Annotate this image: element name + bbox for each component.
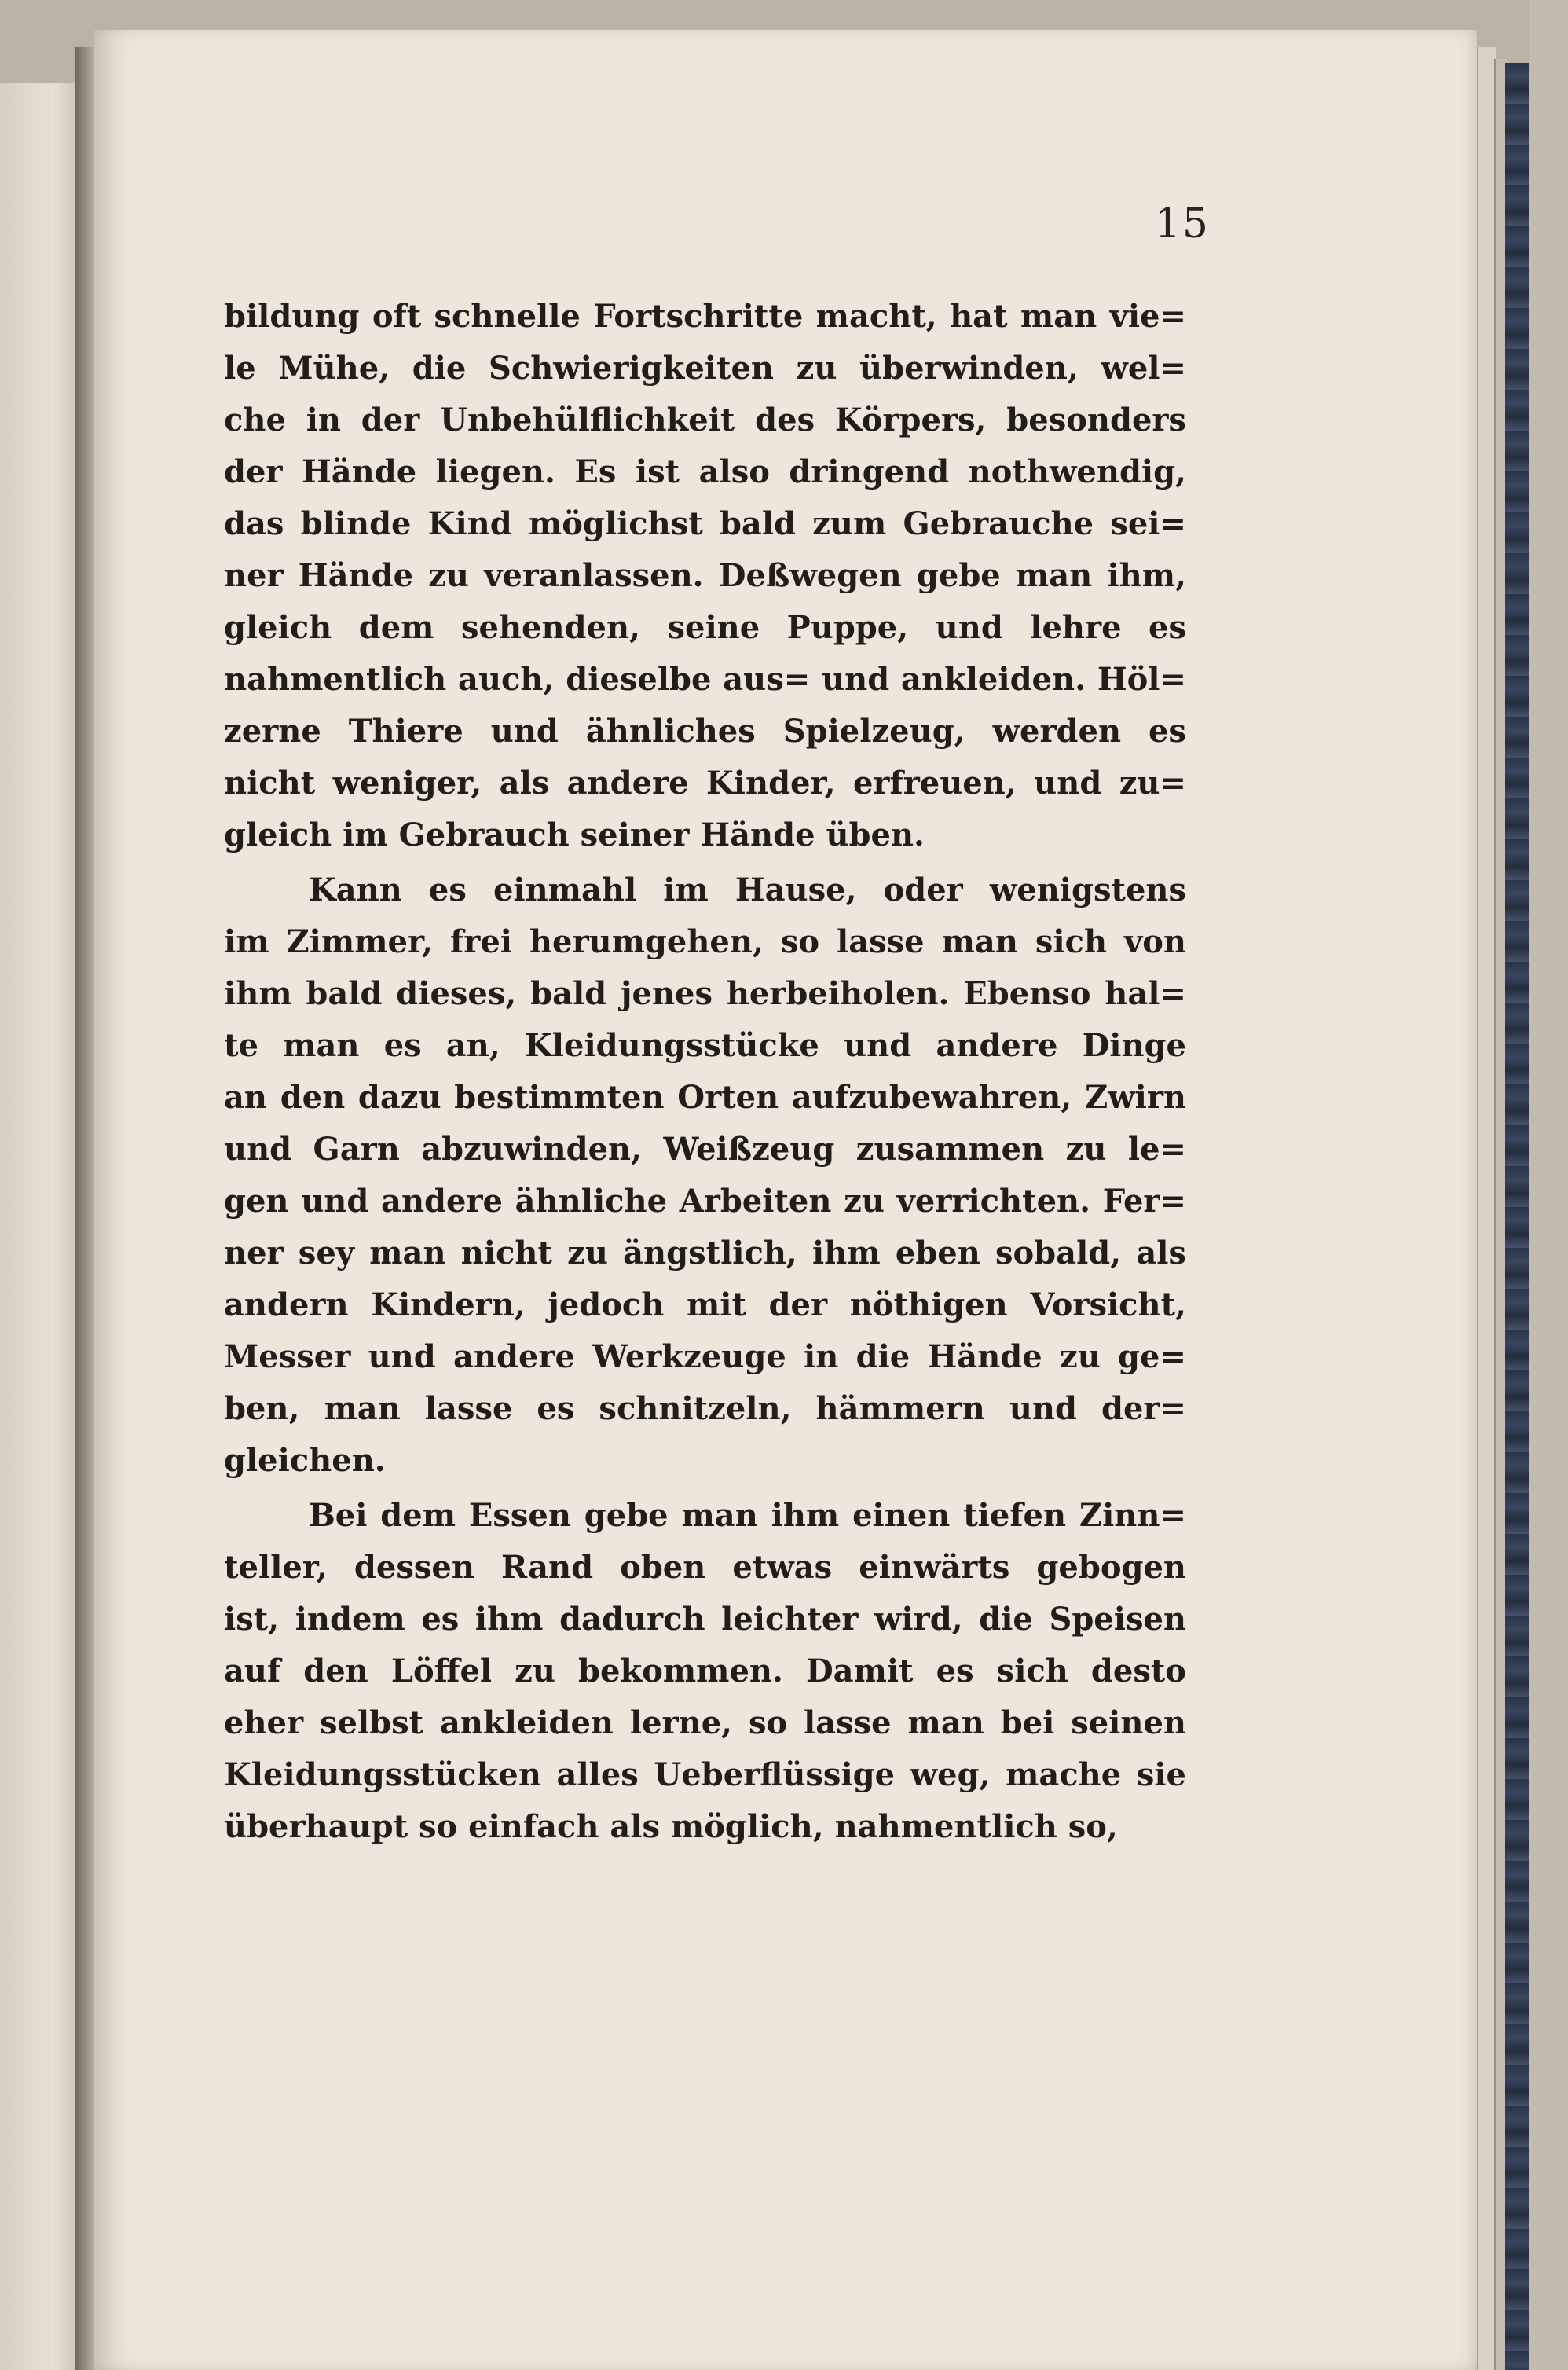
paragraph bbox=[224, 1490, 1186, 1853]
paragraph bbox=[224, 291, 1186, 861]
text-line: gleichen. bbox=[224, 1442, 386, 1479]
text-line: nicht weniger, als andere Kinder, erfreuen, und zu= bbox=[224, 765, 1186, 802]
page-number: 15 bbox=[1154, 200, 1210, 248]
text-line: der Hände liegen. Es ist also dringend nothwendig, bbox=[224, 453, 1186, 490]
page-stack-edge bbox=[1477, 47, 1496, 2370]
text-line: ner sey man nicht zu ängstlich, ihm eben sobald, als bbox=[224, 1235, 1186, 1271]
text-line: überhaupt so einfach als möglich, nahmentlich so, bbox=[224, 1808, 1118, 1845]
text-line: teller, dessen Rand oben etwas einwärts gebogen bbox=[224, 1549, 1186, 1586]
text-line: an den dazu bestimmten Orten aufzubewahren, Zwirn bbox=[224, 1079, 1186, 1116]
text-line: bildung oft schnelle Fortschritte macht, hat man vie= bbox=[224, 298, 1186, 335]
text-line: gen und andere ähnliche Arbeiten zu verrichten. Fer= bbox=[224, 1183, 1186, 1220]
scan-background bbox=[1529, 0, 1568, 2370]
text-line: und Garn abzuwinden, Weißzeug zusammen zu le= bbox=[224, 1131, 1186, 1168]
text-line: nahmentlich auch, dieselbe aus= und ankleiden. Höl= bbox=[224, 661, 1186, 698]
text-line: che in der Unbehülflichkeit des Körpers, besonders bbox=[224, 402, 1186, 438]
previous-page-edge bbox=[0, 83, 78, 2370]
text-line: ner Hände zu veranlassen. Deßwegen gebe man ihm, bbox=[224, 557, 1186, 594]
text-line: Bei dem Essen gebe man ihm einen tiefen Zinn= bbox=[309, 1497, 1186, 1534]
text-line: ben, man lasse es schnitzeln, hämmern und der= bbox=[224, 1390, 1186, 1427]
text-line: auf den Löffel zu bekommen. Damit es sich desto bbox=[224, 1653, 1186, 1689]
text-line: andern Kindern, jedoch mit der nöthigen Vorsicht, bbox=[224, 1286, 1186, 1323]
paragraph bbox=[224, 864, 1186, 1487]
text-line: zerne Thiere und ähnliches Spielzeug, werden es bbox=[224, 713, 1186, 750]
text-line: Kann es einmahl im Hause, oder wenigstens bbox=[309, 871, 1186, 908]
text-line: ihm bald dieses, bald jenes herbeiholen. Ebenso hal= bbox=[224, 975, 1186, 1012]
marbled-cover-edge bbox=[1505, 63, 1529, 2370]
text-line: gleich im Gebrauch seiner Hände üben. bbox=[224, 816, 925, 853]
text-line: Kleidungsstücken alles Ueberflüssige weg, mache sie bbox=[224, 1756, 1186, 1793]
text-line: le Mühe, die Schwierigkeiten zu überwinden, wel= bbox=[224, 350, 1186, 387]
text-line: te man es an, Kleidungsstücke und andere Dinge bbox=[224, 1027, 1186, 1064]
body-text bbox=[224, 291, 1186, 1853]
text-line: das blinde Kind möglichst bald zum Gebrauche sei= bbox=[224, 505, 1186, 542]
text-line: Messer und andere Werkzeuge in die Hände zu ge= bbox=[224, 1338, 1186, 1375]
text-line: gleich dem sehenden, seine Puppe, und lehre es bbox=[224, 609, 1186, 646]
text-line: im Zimmer, frei herumgehen, so lasse man sich von bbox=[224, 923, 1186, 960]
text-line: eher selbst ankleiden lerne, so lasse man bei seinen bbox=[224, 1704, 1186, 1741]
text-line: ist, indem es ihm dadurch leichter wird, die Speisen bbox=[224, 1601, 1186, 1638]
